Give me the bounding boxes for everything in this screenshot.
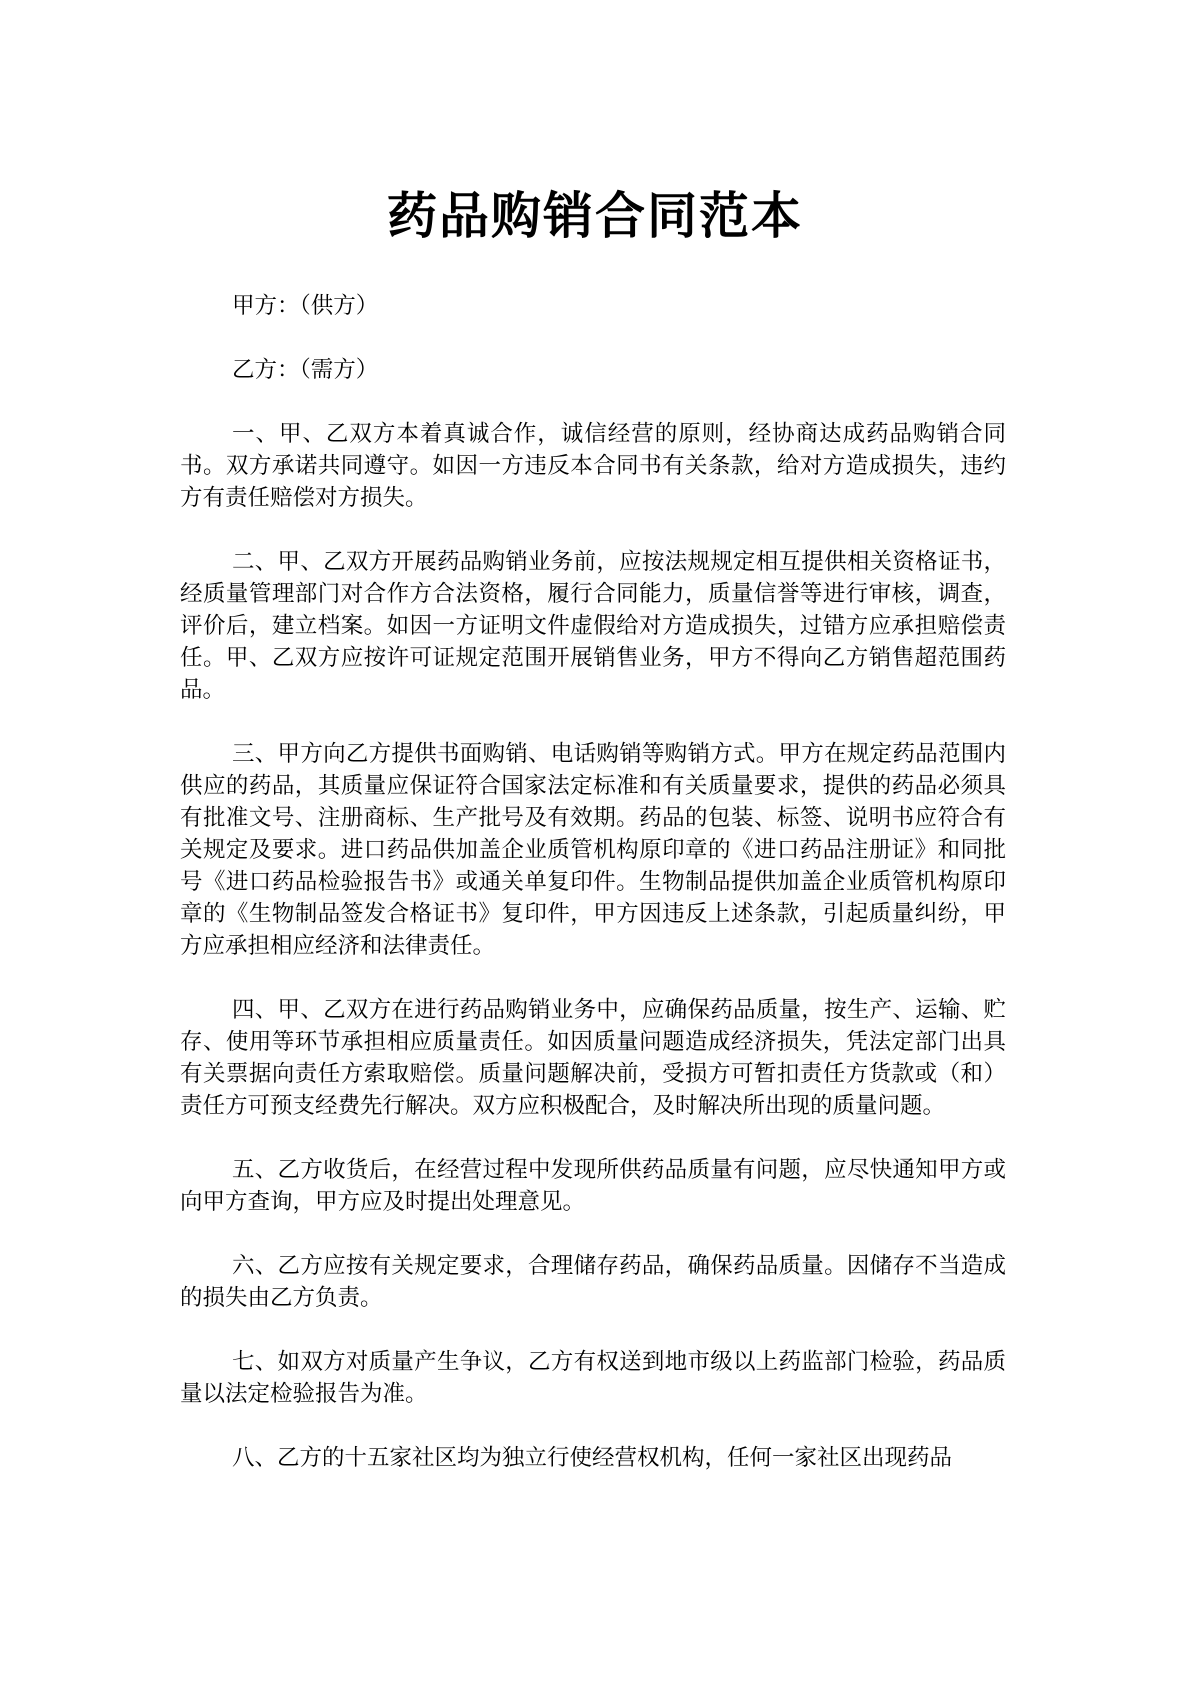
clause-8: 八、乙方的十五家社区均为独立行使经营权机构，任何一家社区出现药品	[232, 1445, 953, 1471]
clause-7: 七、如双方对质量产生争议，乙方有权送到地市级以上药监部门检验，药品质量以法定检验报告为准。	[180, 1349, 1006, 1407]
clause-1: 一、甲、乙双方本着真诚合作，诚信经营的原则，经协商达成药品购销合同书。双方承诺共同遵守。如因一方违反本合同书有关条款，给对方造成损失，违约方有责任赔偿对方损失。	[180, 421, 1006, 511]
party-a-line: 甲方：（供方）	[232, 293, 379, 319]
document-title: 药品购销合同范本	[387, 187, 803, 245]
clause-4: 四、甲、乙双方在进行药品购销业务中，应确保药品质量，按生产、运输、贮存、使用等环节承担相应质量责任。如因质量问题造成经济损失，凭法定部门出具有关票据向责任方索取赔偿。质量问题解决前，受损方可暂扣责任方货款或（和）责任方可预支经费先行解决。双方应积极配合，及时解决所出现的质量问题。	[180, 997, 1006, 1119]
party-b-line: 乙方：（需方）	[232, 357, 379, 383]
clause-5: 五、乙方收货后，在经营过程中发现所供药品质量有问题，应尽快通知甲方或向甲方查询，甲方应及时提出处理意见。	[180, 1157, 1006, 1215]
clause-3: 三、甲方向乙方提供书面购销、电话购销等购销方式。甲方在规定药品范围内供应的药品，其质量应保证符合国家法定标准和有关质量要求，提供的药品必须具有批准文号、注册商标、生产批号及有效期。药品的包装、标签、说明书应符合有关规定及要求。进口药品供加盖企业质管机构原印章的《进口药品注册证》和同批号《进口药品检验报告书》或通关单复印件。生物制品提供加盖企业质管机构原印章的《生物制品签发合格证书》复印件，甲方因违反上述条款，引起质量纠纷，甲方应承担相应经济和法律责任。	[180, 741, 1006, 959]
clause-2: 二、甲、乙双方开展药品购销业务前，应按法规规定相互提供相关资格证书，经质量管理部门对合作方合法资格，履行合同能力，质量信誉等进行审核，调查，评价后，建立档案。如因一方证明文件虚假给对方造成损失，过错方应承担赔偿责任。甲、乙双方应按许可证规定范围开展销售业务，甲方不得向乙方销售超范围药品。	[180, 549, 1006, 703]
document-body	[180, 290, 1006, 1506]
clause-6: 六、乙方应按有关规定要求，合理储存药品，确保药品质量。因储存不当造成的损失由乙方负责。	[180, 1253, 1006, 1311]
